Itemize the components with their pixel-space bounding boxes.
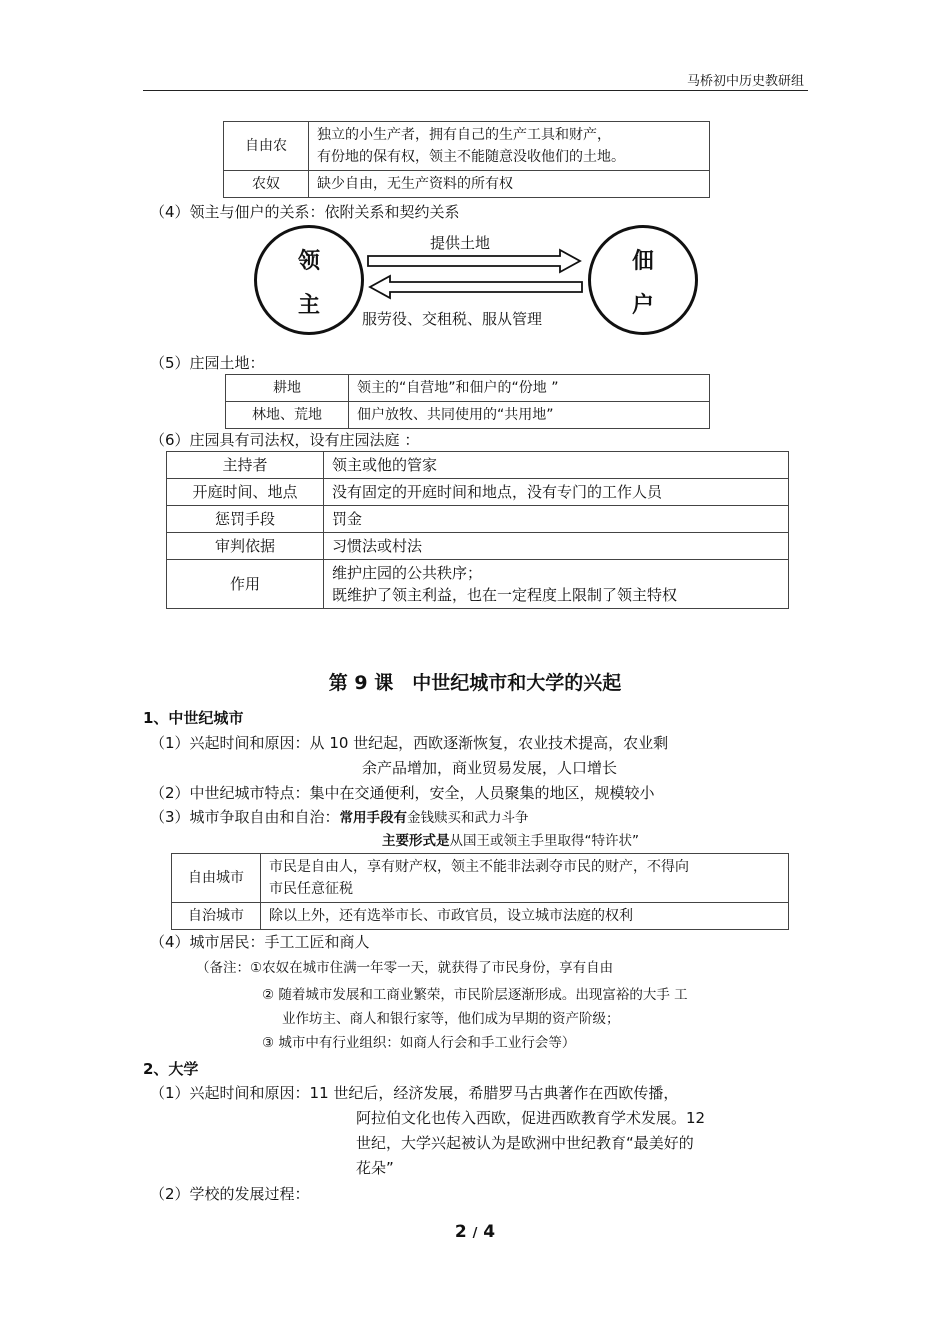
text-span: 金钱赎买和武力斗争 (407, 810, 529, 826)
table-cell-value: 除以上外，还有选举市长、市政官员，设立城市法庭的权利 (261, 903, 789, 930)
paragraph-line: （1）兴起时间和原因：从 10 世纪起，西欧逐渐恢复，农业技术提高，农业剩 (150, 734, 669, 752)
arrow-label-top: 提供土地 (430, 234, 491, 252)
table-cell-value: 罚金 (324, 506, 789, 533)
relation-heading: （4）领主与佃户的关系：依附关系和契约关系 (150, 203, 460, 221)
page-current: 2 (454, 1222, 467, 1242)
table-row (172, 854, 789, 903)
table-cell-key: 主持者 (167, 452, 324, 479)
table-cell-key: 林地、荒地 (226, 402, 349, 429)
paragraph-line: 世纪，大学兴起被认为是欧洲中世纪教育“最美好的 (356, 1134, 694, 1152)
text-span: （3）城市争取自由和自治： (150, 808, 340, 826)
table-cell-value: 领主的“自营地”和佃户的“份地 ” (349, 375, 710, 402)
table-row (224, 122, 710, 171)
table-row (167, 452, 789, 479)
page-header (143, 68, 808, 91)
peasant-table (223, 121, 710, 198)
table-cell-value: 缺少自由，无生产资料的所有权 (309, 171, 710, 198)
table-cell-key: 农奴 (224, 171, 309, 198)
paragraph-line (150, 806, 529, 829)
section-heading: 1、中世纪城市 (143, 709, 244, 727)
land-table (225, 374, 710, 429)
text-span: 从国王或领主手里取得“特许状” (449, 833, 639, 849)
table-cell-value: 佃户放牧、共同使用的“共用地” (349, 402, 710, 429)
note-line: ③ 城市中有行业组织：如商人行会和手工业行会等） (262, 1035, 576, 1051)
table-cell-value: 习惯法或村法 (324, 533, 789, 560)
land-heading: （5）庄园土地： (150, 354, 265, 372)
court-heading: （6）庄园具有司法权，设有庄园法庭 ： (150, 431, 420, 449)
relation-arrows (360, 246, 590, 306)
paragraph-line: 阿拉伯文化也传入西欧，促进西欧教育学术发展。12 (356, 1109, 706, 1127)
page-total: 4 (483, 1222, 496, 1242)
table-cell-value (261, 854, 789, 903)
table-row (167, 479, 789, 506)
paragraph-line: 余产品增加，商业贸易发展，人口增长 (362, 759, 618, 777)
page-number (0, 1222, 950, 1242)
text-span: 常用手段有 (339, 810, 408, 826)
page-sep: / (472, 1226, 478, 1241)
left-arrow-icon (370, 276, 582, 298)
lord-char: 主 (297, 293, 320, 318)
arrow-label-bottom: 服劳役、交租税、服从管理 (362, 310, 543, 328)
cell-line: 市民任意征税 (269, 881, 353, 897)
note-line: ② 随着城市发展和工商业繁荣，市民阶层逐渐形成。出现富裕的大手 工 (262, 987, 688, 1003)
header-org: 马桥初中历史教研组 (686, 74, 804, 89)
paragraph-line: （2）中世纪城市特点：集中在交通便利，安全，人员聚集的地区，规模较小 (150, 784, 655, 802)
table-cell-value: 没有固定的开庭时间和地点，没有专门的工作人员 (324, 479, 789, 506)
table-row (226, 402, 710, 429)
table-cell-key: 自由农 (224, 122, 309, 171)
lord-char: 领 (297, 249, 320, 274)
note-line: 业作坊主、商人和银行家等，他们成为早期的资产阶级； (282, 1011, 620, 1027)
table-cell-value (324, 560, 789, 609)
note-line: （备注：①农奴在城市住满一年零一天，就获得了市民身份，享有自由 (196, 960, 614, 976)
table-cell-key: 惩罚手段 (167, 506, 324, 533)
paragraph-line: （4）城市居民：手工工匠和商人 (150, 933, 370, 951)
table-cell-key: 作用 (167, 560, 324, 609)
table-cell-value (309, 122, 710, 171)
tenant-circle (588, 225, 698, 335)
section-heading: 2、大学 (143, 1060, 199, 1078)
table-row (167, 506, 789, 533)
cell-line: 有份地的保有权，领主不能随意没收他们的土地。 (317, 149, 625, 165)
city-table (171, 853, 789, 930)
paragraph-line: （2）学校的发展过程： (150, 1185, 310, 1203)
cell-line: 维护庄园的公共秩序； (332, 564, 483, 582)
table-cell-key: 审判依据 (167, 533, 324, 560)
table-cell-key: 自由城市 (172, 854, 261, 903)
table-row (226, 375, 710, 402)
table-row (224, 171, 710, 198)
table-row (167, 533, 789, 560)
table-cell-key: 开庭时间、地点 (167, 479, 324, 506)
table-cell-key: 耕地 (226, 375, 349, 402)
tenant-char: 佃 (631, 249, 654, 274)
table-cell-key: 自治城市 (172, 903, 261, 930)
text-span: 主要形式是 (382, 833, 450, 849)
table-row (172, 903, 789, 930)
lord-circle (254, 225, 364, 335)
lesson-title: 第 9 课 中世纪城市和大学的兴起 (328, 672, 622, 694)
paragraph-line: 花朵” (356, 1159, 394, 1177)
cell-line: 市民是自由人，享有财产权，领主不能非法剥夺市民的财产，不得向 (269, 859, 689, 875)
cell-line: 独立的小生产者，拥有自己的生产工具和财产， (317, 127, 611, 143)
table-cell-value: 领主或他的管家 (324, 452, 789, 479)
table-row (167, 560, 789, 609)
cell-line: 既维护了领主利益，也在一定程度上限制了领主特权 (332, 586, 678, 604)
court-table (166, 451, 789, 609)
paragraph-line: （1）兴起时间和原因：11 世纪后，经济发展，希腊罗马古典著作在西欧传播， (150, 1084, 679, 1102)
tenant-char: 户 (631, 293, 654, 318)
paragraph-line (382, 830, 639, 852)
